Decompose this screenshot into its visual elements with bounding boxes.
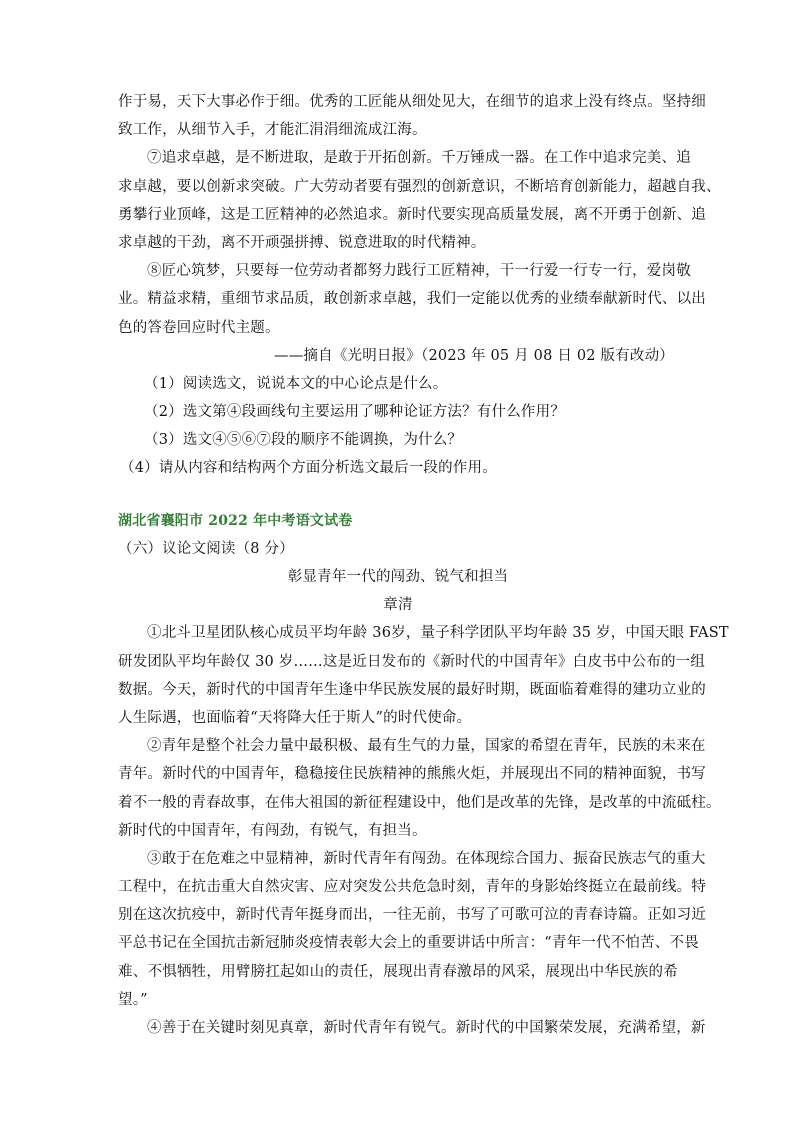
paragraph-7-line: 求卓越的干劲，离不开顽强拼搏、锐意进取的时代精神。	[118, 234, 486, 251]
section-heading: （六）议论文阅读（8 分）	[118, 540, 294, 557]
paragraph-4-line: ④善于在关键时刻见真章，新时代青年有锐气。新时代的中国繁荣发展，充满希望，新	[147, 1020, 706, 1036]
paragraph-3-line: 难、不惧牺牲，用臂膀扛起如山的责任，展现出青春激昂的风采，展现出中华民族的希	[118, 963, 678, 980]
paragraph-8-line: ⑧匠心筑梦，只要每一位劳动者都努力践行工匠精神，干一行爱一行专一行，爱岗敬	[147, 263, 691, 280]
question-4: （4）请从内容和结构两个方面分析选文最后一段的作用。	[120, 460, 497, 477]
paragraph-3-line: 别在这次抗疫中，新时代青年挺身而出，一往无前，书写了可歌可泣的青春诗篇。正如习近	[118, 907, 706, 924]
paragraph-8-line: 色的答卷回应时代主题。	[118, 319, 280, 336]
paragraph-7-line: 勇攀行业顶峰，这是工匠精神的必然追求。新时代要实现高质量发展，离不开勇于创新、追	[118, 206, 706, 223]
paragraph-2-line: ②青年是整个社会力量中最积极、最有生气的力量，国家的希望在青年，民族的未来在	[147, 738, 706, 755]
paragraph-2-line: 青年。新时代的中国青年，稳稳接住民族精神的熊熊火炬，并展现出不同的精神面貌，书写	[118, 766, 706, 783]
source-citation: ——摘自《光明日报》（2023 年 05 月 08 日 02 版有改动）	[274, 347, 674, 364]
question-3: （3）选文④⑤⑥⑦段的顺序不能调换，为什么？	[144, 432, 463, 449]
article-author: 章清	[383, 597, 413, 614]
exam-title: 湖北省襄阳市 2022 年中考语文试卷	[118, 512, 353, 529]
paragraph-1-line: 数据。今天，新时代的中国青年生逢中华民族发展的最好时期，既面临着难得的建功立业的	[118, 681, 706, 698]
question-1: （1）阅读选文，说说本文的中心论点是什么。	[144, 375, 448, 392]
paragraph-2-line: 新时代的中国青年，有闯劲，有锐气，有担当。	[118, 822, 427, 839]
text-line: 作于易，天下大事必作于细。优秀的工匠能从细处见大，在细节的追求上没有终点。坚持细	[118, 94, 706, 110]
paragraph-3-line: ③敢于在危难之中显精神，新时代青年有闯劲。在体现综合国力、振奋民族志气的重大	[147, 850, 706, 867]
paragraph-3-line: 工程中，在抗击重大自然灾害、应对突发公共危急时刻，青年的身影始终挺立在最前线。特	[118, 879, 706, 896]
document-content	[118, 88, 729, 1042]
question-2: （2）选文第④段画线句主要运用了哪种论证方法？有什么作用？	[144, 404, 566, 421]
paragraph-7-line: ⑦追求卓越，是不断进取，是敢于开拓创新。千万锤成一器。在工作中追求完美、追	[147, 150, 691, 167]
paragraph-1-line: 人生际遇，也面临着“天将降大任于斯人”的时代使命。	[118, 709, 472, 726]
paragraph-1-line: 研发团队平均年龄仅 30 岁……这是近日发布的《新时代的中国青年》白皮书中公布的一组	[118, 653, 706, 670]
paragraph-3-line: 望。”	[118, 991, 148, 1008]
paragraph-2-line: 着不一般的青春故事，在伟大祖国的新征程建设中，他们是改革的先锋，是改革的中流砥柱。	[118, 794, 721, 811]
text-line: 致工作，从细节入手，才能汇涓涓细流成江海。	[118, 122, 427, 139]
paragraph-8-line: 业。精益求精，重细节求品质，敢创新求卓越，我们一定能以优秀的业绩奉献新时代、以出	[118, 291, 706, 308]
article-title: 彰显青年一代的闯劲、锐气和担当	[287, 569, 509, 585]
paragraph-3-line: 平总书记在全国抗击新冠肺炎疫情表彰大会上的重要讲话中所言：“青年一代不怕苦、不畏	[118, 935, 699, 952]
paragraph-1-line: ①北斗卫星团队核心成员平均年龄 36岁，量子科学团队平均年龄 35 岁，中国天眼 FAST	[147, 625, 729, 642]
paragraph-7-line: 求卓越，要以创新求突破。广大劳动者要有强烈的创新意识，不断培育创新能力，超越自我、	[118, 178, 721, 195]
